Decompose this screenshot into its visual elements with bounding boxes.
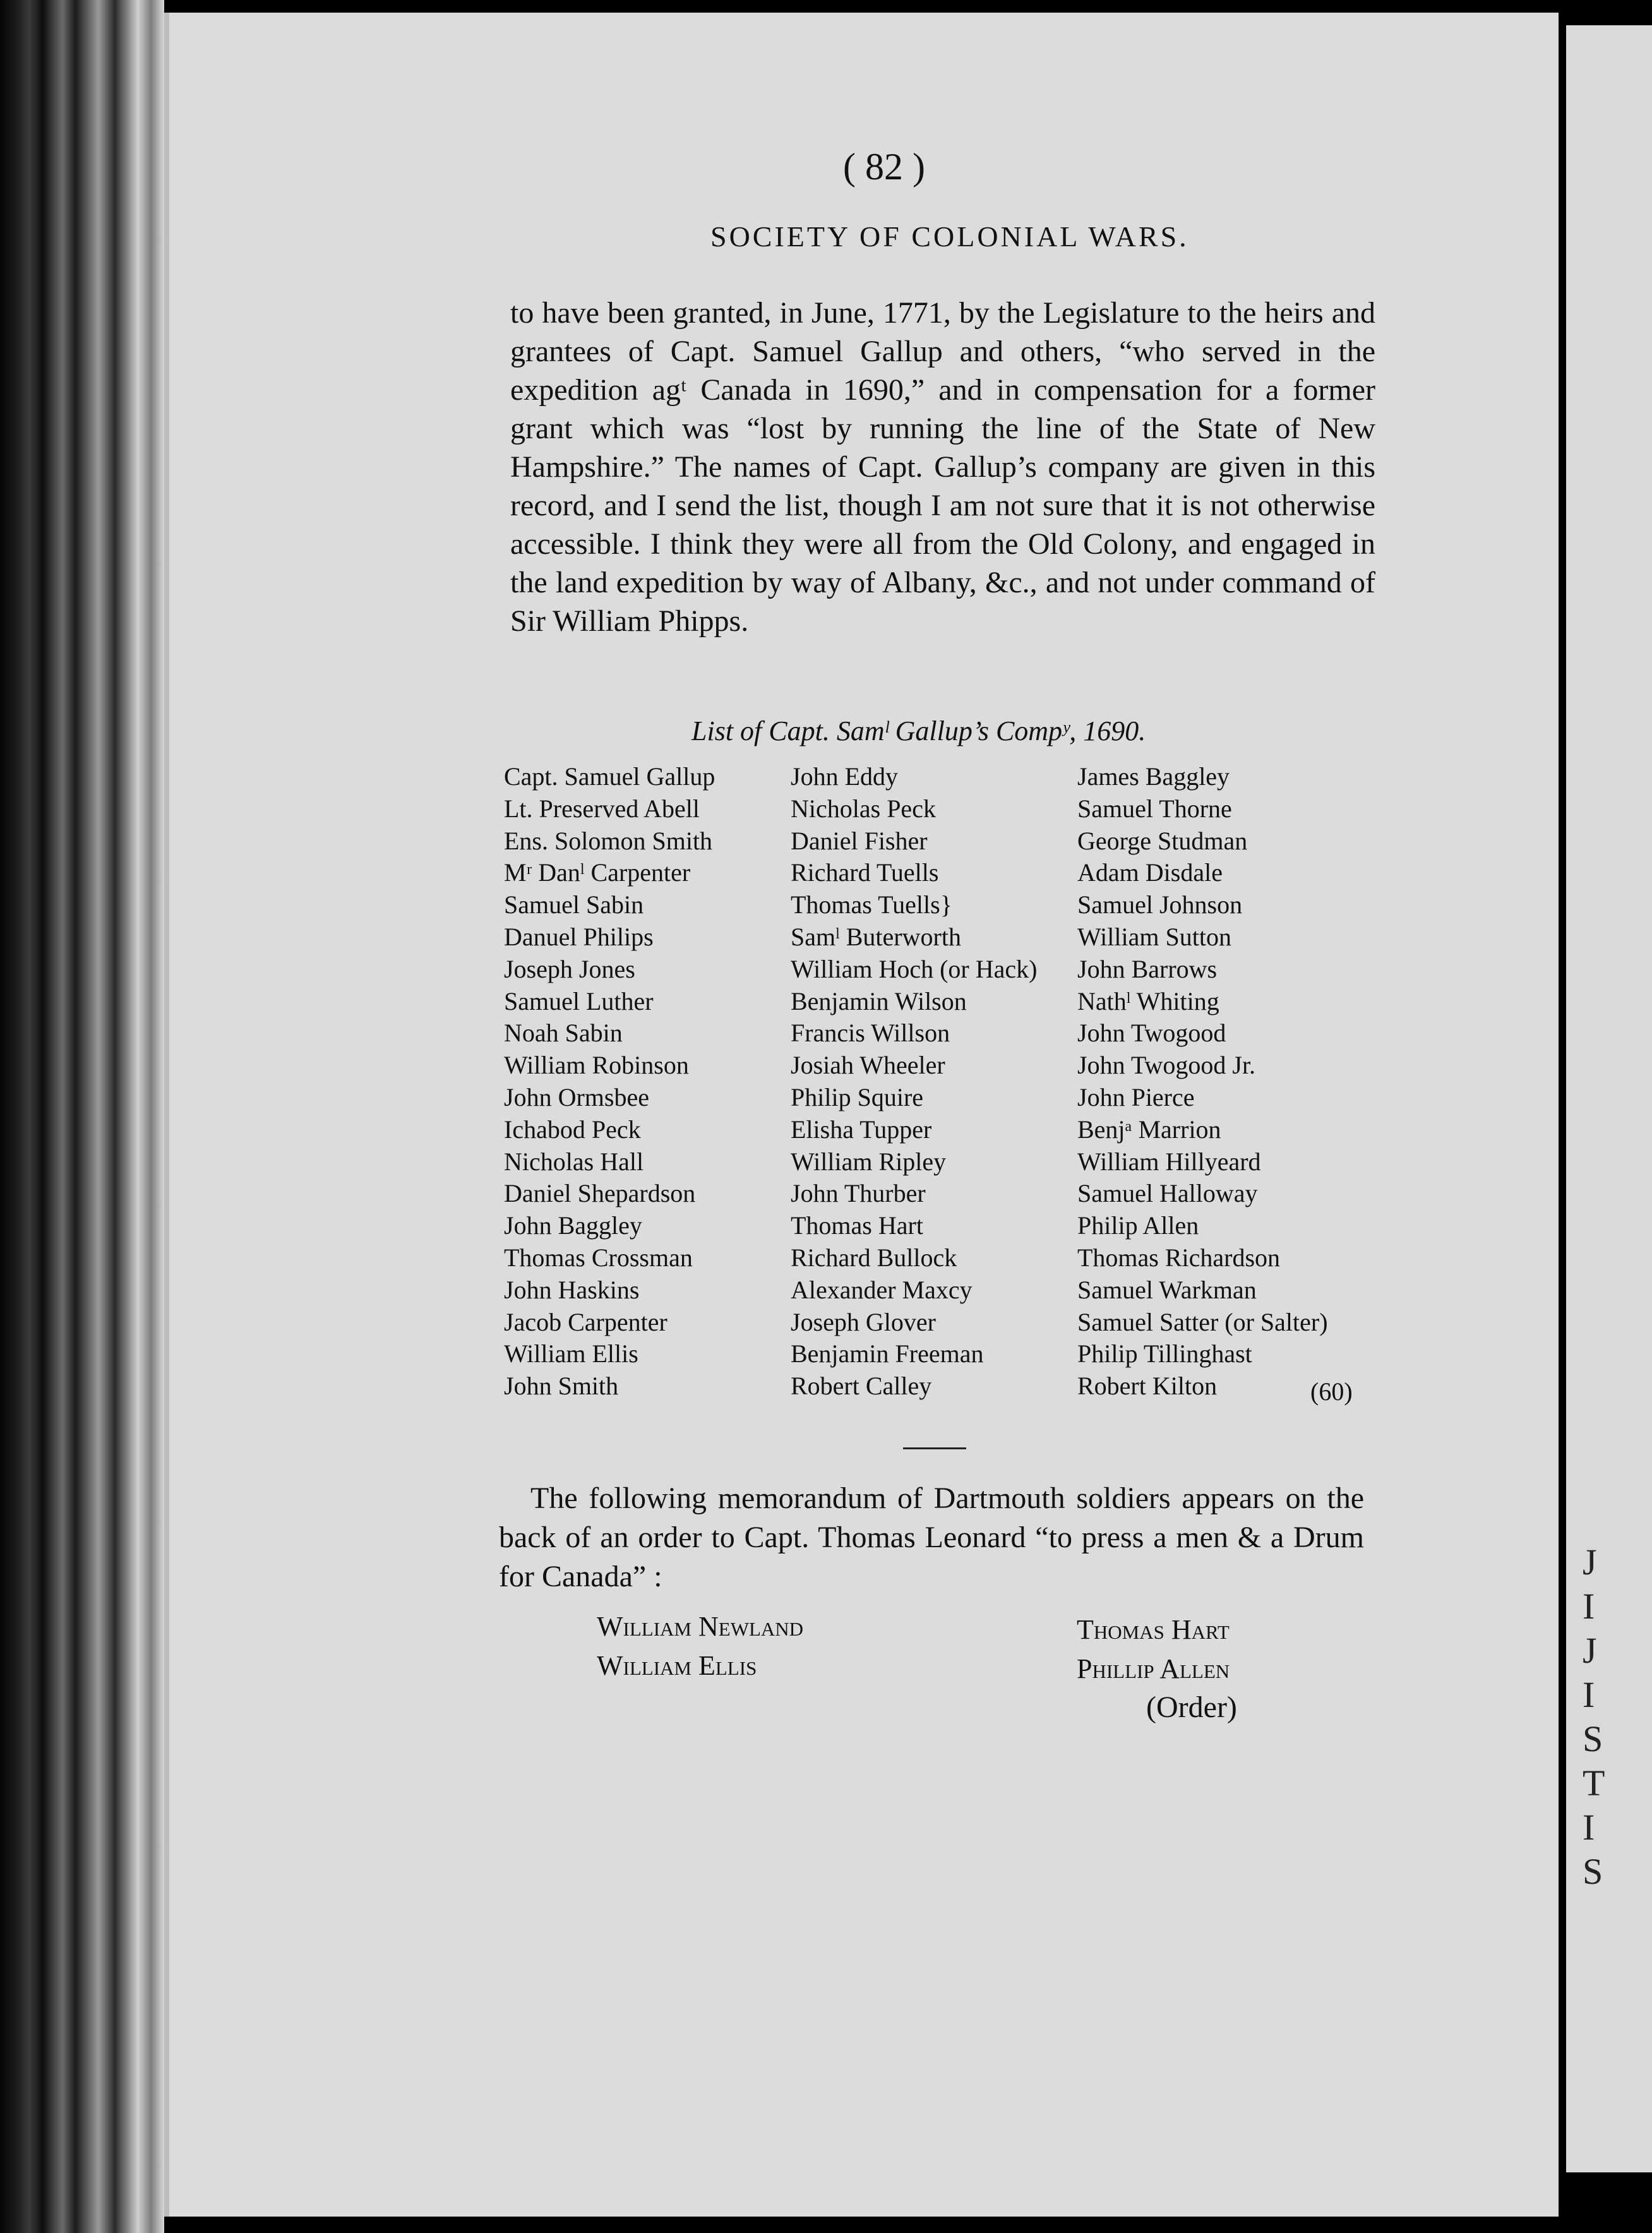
roster-name: John Barrows bbox=[1077, 954, 1218, 983]
roster-name: Robert Kilton bbox=[1077, 1372, 1218, 1401]
section-divider bbox=[903, 1447, 966, 1449]
roster-name: John Pierce bbox=[1077, 1082, 1195, 1111]
roster-name: Robert Calley bbox=[791, 1372, 932, 1401]
roster-name: Danuel Philips bbox=[504, 922, 654, 951]
roster-name: John Smith bbox=[504, 1372, 619, 1401]
roster-name: Samuel Johnson bbox=[1077, 890, 1243, 919]
roster-name: Samuel Luther bbox=[504, 986, 654, 1015]
roster-name: John Haskins bbox=[504, 1275, 640, 1304]
roster-name: Ens. Solomon Smith bbox=[504, 826, 713, 855]
memo-name: Thomas Hart bbox=[1077, 1614, 1230, 1645]
roster-name: John Thurber bbox=[791, 1179, 926, 1208]
roster-name: Samˡ Buterworth bbox=[791, 922, 961, 951]
facing-page-fragment: S bbox=[1583, 1718, 1603, 1759]
roster-name: Nathˡ Whiting bbox=[1077, 986, 1219, 1015]
roster-name: Samuel Satter (or Salter) bbox=[1077, 1307, 1328, 1336]
roster-name: Lt. Preserved Abell bbox=[504, 794, 700, 823]
roster-name: Joseph Jones bbox=[504, 954, 635, 983]
roster-name: Joseph Glover bbox=[791, 1307, 936, 1336]
memo-paragraph: The following memorandum of Dartmouth soldiers appears on the back of an order to Capt. Thomas Leonard “to press a men & a Drum for Canada” : bbox=[499, 1482, 1364, 1593]
facing-page-fragment: S bbox=[1583, 1851, 1603, 1892]
facing-page-fragment: I bbox=[1583, 1586, 1595, 1627]
roster-name: John Baggley bbox=[504, 1211, 642, 1240]
facing-page-fragment: J bbox=[1583, 1630, 1597, 1671]
roster-name: Thomas Crossman bbox=[504, 1243, 693, 1272]
memo-order-note: (Order) bbox=[1146, 1691, 1237, 1724]
facing-page-fragment: I bbox=[1583, 1807, 1595, 1848]
roster-name: Thomas Richardson bbox=[1077, 1243, 1281, 1272]
roster-name: William Sutton bbox=[1077, 922, 1231, 951]
roster-column-1 bbox=[504, 761, 715, 1403]
body-paragraph: to have been granted, in June, 1771, by the Legislature to the heirs and grantees of Capt. Samuel Gallup and others, “who served in the expedition agᵗ Canada in 1690,” and in compensation for a former grant which was “lost by running the line of the State of New Hampshire.” The names of Capt. Gallup’s company are given in this record, and I send the list, though I am not sure that it is not otherwise accessible. I think they were all from the Old Colony, and engaged in the land expedition by way of Albany, &c., and not under command of Sir William Phipps. bbox=[510, 296, 1375, 638]
roster-name: Jacob Carpenter bbox=[504, 1307, 667, 1336]
roster-name: Adam Disdale bbox=[1077, 858, 1223, 887]
roster-name: John Twogood Jr. bbox=[1077, 1051, 1256, 1080]
roster-column-2 bbox=[791, 761, 1037, 1403]
roster-name: Josiah Wheeler bbox=[791, 1051, 945, 1080]
roster-name: Samuel Warkman bbox=[1077, 1275, 1257, 1304]
memo-name: Phillip Allen bbox=[1077, 1653, 1230, 1684]
roster-name: Francis Willson bbox=[791, 1019, 950, 1048]
roster-name: Noah Sabin bbox=[504, 1019, 623, 1048]
roster-name: Mʳ Danˡ Carpenter bbox=[504, 858, 691, 887]
roster-name: John Twogood bbox=[1077, 1019, 1226, 1048]
facing-page-edge bbox=[1566, 25, 1652, 2172]
roster-name: Capt. Samuel Gallup bbox=[504, 762, 715, 791]
roster-name: Elisha Tupper bbox=[791, 1115, 932, 1144]
list-title: List of Capt. Samˡ Gallup’s Compʸ, 1690. bbox=[691, 715, 1146, 746]
roster-name: Daniel Shepardson bbox=[504, 1179, 696, 1208]
roster-name: Alexander Maxcy bbox=[791, 1275, 973, 1304]
running-head: SOCIETY OF COLONIAL WARS. bbox=[710, 220, 1189, 253]
roster-name: Daniel Fisher bbox=[791, 826, 928, 855]
roster-name: Benjᵃ Marrion bbox=[1077, 1115, 1221, 1144]
roster-name: Samuel Thorne bbox=[1077, 794, 1232, 823]
roster-name: James Baggley bbox=[1077, 762, 1230, 791]
roster-name: Ichabod Peck bbox=[504, 1115, 641, 1144]
roster-name: William Ellis bbox=[504, 1339, 638, 1368]
roster-name: Thomas Tuells} bbox=[791, 890, 952, 919]
book-binding-edge bbox=[0, 0, 164, 2233]
roster-name: Philip Allen bbox=[1077, 1211, 1199, 1240]
roster-name: Philip Tillinghast bbox=[1077, 1339, 1252, 1368]
roster-name: Philip Squire bbox=[791, 1082, 924, 1111]
memo-name: William Ellis bbox=[597, 1650, 757, 1681]
roster-name: William Hillyeard bbox=[1077, 1147, 1261, 1176]
roster-column-3 bbox=[1077, 761, 1328, 1403]
roster-name: John Eddy bbox=[791, 762, 898, 791]
facing-page-fragment: T bbox=[1583, 1763, 1605, 1804]
roster-name: Nicholas Hall bbox=[504, 1147, 644, 1176]
roster-name: Samuel Halloway bbox=[1077, 1179, 1258, 1208]
roster-count: (60) bbox=[1310, 1377, 1353, 1406]
roster-name: Nicholas Peck bbox=[791, 794, 936, 823]
page-number-text: ( 82 ) bbox=[843, 146, 925, 188]
roster-name: Richard Tuells bbox=[791, 858, 939, 887]
roster-name: Benjamin Wilson bbox=[791, 986, 967, 1015]
roster-name: William Hoch (or Hack) bbox=[791, 954, 1038, 983]
roster-name: Thomas Hart bbox=[791, 1211, 923, 1240]
facing-page-fragment: J bbox=[1583, 1542, 1597, 1583]
roster-name: William Ripley bbox=[791, 1147, 947, 1176]
roster-name: William Robinson bbox=[504, 1051, 689, 1080]
facing-page-fragment: I bbox=[1583, 1674, 1595, 1715]
roster-name: John Ormsbee bbox=[504, 1082, 649, 1111]
roster-name: George Studman bbox=[1077, 826, 1248, 855]
memo-name: William Newland bbox=[597, 1611, 804, 1642]
roster-name: Richard Bullock bbox=[791, 1243, 957, 1272]
roster-name: Benjamin Freeman bbox=[791, 1339, 984, 1368]
roster-name: Samuel Sabin bbox=[504, 890, 644, 919]
